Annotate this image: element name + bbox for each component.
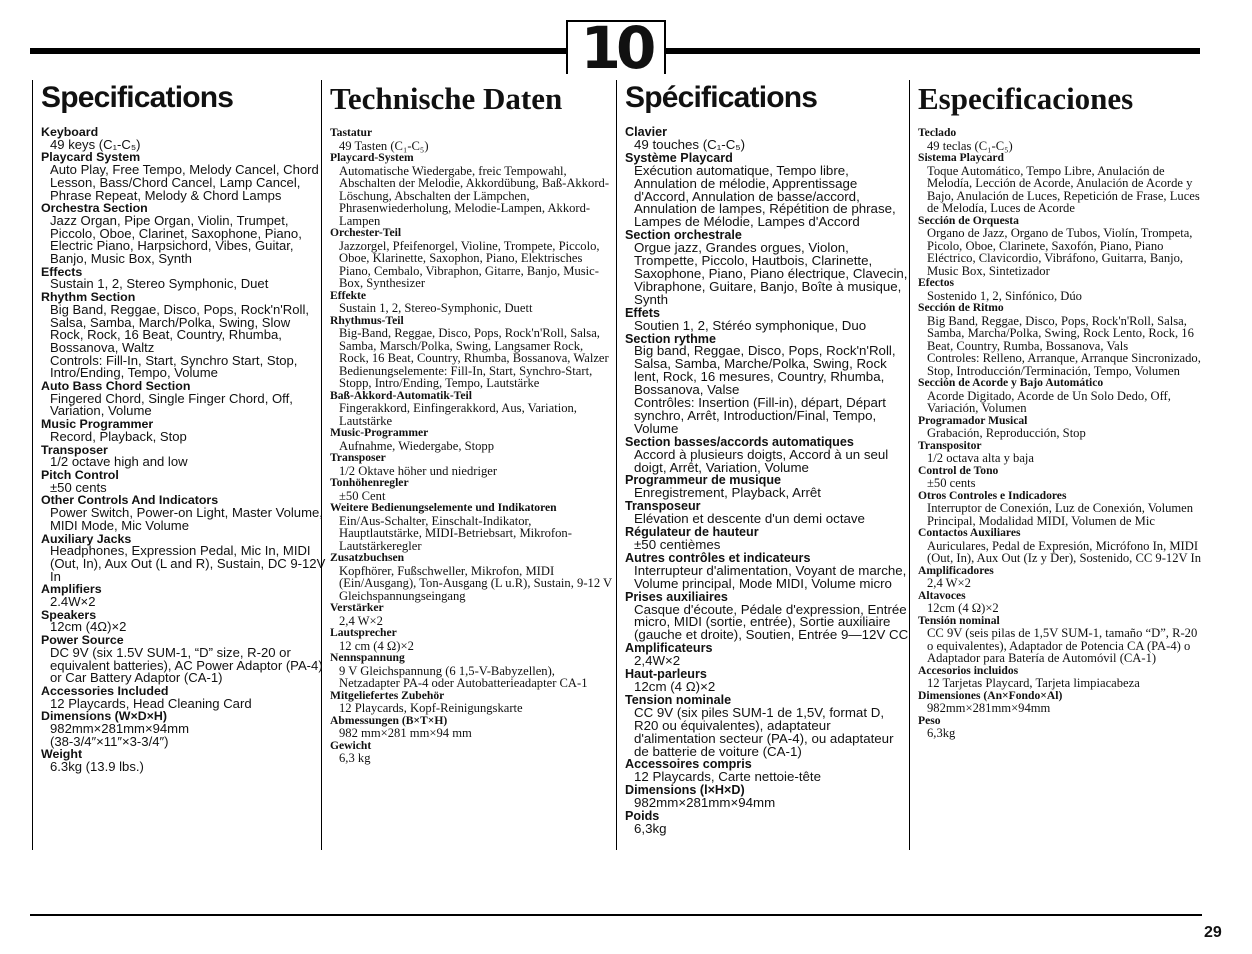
spec-value: 1/2 Oktave höher und niedriger (339, 463, 498, 478)
spec-label: Baß-Akkord-Automatik-Teil (330, 388, 472, 402)
spec-label: Peso (918, 713, 941, 727)
spec-value: Auriculares, Pedal de Expresión, Micrófono In, MIDI (Out, In), Aux Out (Iz y Der), Sostenido, CC 9-12V In (927, 538, 1201, 566)
spec-label: Transposer (41, 442, 108, 457)
spec-item (625, 642, 909, 668)
spec-label: Tensión nominal (918, 613, 1000, 627)
spec-item (330, 740, 612, 765)
spec-item (625, 229, 909, 306)
spec-item (41, 380, 327, 418)
spec-label: Tension nominale (625, 692, 732, 707)
spec-item (918, 527, 1206, 565)
spec-label: Sección de Orquesta (918, 213, 1019, 227)
spec-value: Ein/Aus-Schalter, Einschalt-Indikator, Hauptlautstärke, MIDI-Betriebsart, Mikrofon-Lautstärkeregler (339, 513, 572, 553)
spec-label: Tonhöhenregler (330, 476, 409, 490)
spec-value: 9 V Gleichspannung (6 1,5-V-Babyzellen), Netzadapter PA-4 oder Autobatterieadapter CA-1 (339, 663, 588, 691)
spec-value: Interruptor de Conexión, Luz de Conexión, Volumen Principal, Modalidad MIDI, Volumen de Mic (927, 501, 1194, 528)
spec-label: Haut-parleurs (625, 667, 707, 682)
spec-list (330, 127, 612, 765)
spec-value: Automatische Wiedergabe, freic Tempowahl, Abschalten der Melodie, Akkordübung, Baß-Akkord-Löschung, Abschalten der Lämpchen, Phrasenwiederholung, Melodie-Lampen, Akkord-Lampen (339, 163, 610, 228)
spec-value: Kopfhörer, Fußschweller, Mikrofon, MIDI (Ein/Ausgang), Ton-Ausgang (L u.R), Sustain, 9-12 V Gleichspannungseingang (339, 563, 612, 603)
spec-label: Accessories Included (41, 683, 169, 698)
spec-label: Transpositor (918, 438, 982, 452)
spec-value: ±50 Cent (339, 488, 386, 503)
spec-label: Pitch Control (41, 467, 119, 482)
spec-item (625, 784, 909, 810)
spec-item (918, 215, 1206, 278)
spec-item (330, 152, 612, 227)
spec-label: Weitere Bedienungselemente und Indikatoren (330, 501, 557, 515)
spec-item (918, 490, 1206, 528)
spec-item (918, 590, 1206, 615)
spec-value: 982mm×281mm×94mm (38-3/4″×11″×3-3/4″) (50, 721, 189, 749)
spec-item (41, 151, 327, 202)
spec-label: Effekte (330, 288, 367, 302)
spec-value: 982mm×281mm×94mm (634, 795, 776, 811)
chapter-marker (566, 14, 666, 82)
spec-label: Teclado (918, 126, 957, 140)
spec-item (41, 126, 327, 151)
spec-item (918, 665, 1206, 690)
spec-item (918, 277, 1206, 302)
spec-item (41, 609, 327, 634)
spec-value: 49 teclas (C₁-C₅) (927, 138, 1013, 153)
column-title: Spécifications (625, 81, 818, 114)
spec-label: Gewicht (330, 738, 372, 752)
chapter-number: 10 (580, 14, 652, 82)
spec-label: Section basses/accords automatiques (625, 434, 854, 449)
spec-item (330, 227, 612, 290)
spec-value: 12 Playcards, Carte nettoie-tête (634, 769, 821, 785)
spec-value: ±50 cents (927, 476, 976, 491)
spec-item (330, 290, 612, 315)
spec-item (625, 694, 909, 759)
spec-list (41, 126, 327, 774)
spec-label: Système Playcard (625, 150, 733, 165)
spec-item (625, 333, 909, 436)
spec-label: Verstärker (330, 601, 384, 615)
spec-label: Tastatur (330, 126, 373, 140)
spec-label: Orchester-Teil (330, 226, 402, 240)
spec-value: ±50 centièmes (634, 537, 721, 552)
spec-value: Jazzorgel, Pfeifenorgel, Violine, Trompete, Piccolo, Oboe, Klarinette, Saxophon, Piano, Elektrisches Piano, Cembalo, Vibraphon, Gitarre, Banjo, Music-Box, Synthesizer (339, 238, 600, 291)
spec-item (41, 494, 327, 532)
spec-item (330, 502, 612, 552)
spec-item (41, 266, 327, 291)
spec-value: Headphones, Expression Pedal, Mic In, MIDI (Out, In), Aux Out (L and R), Sustain, DC 9-12V In (50, 543, 326, 584)
spec-label: Dimensions (W×D×H) (41, 709, 167, 724)
spec-value: Accord à plusieurs doigts, Accord à un seul doigt, Arrêt, Variation, Volume (634, 446, 889, 475)
spec-item (625, 474, 909, 500)
spec-value: Acorde Digitado, Acorde de Un Solo Dedo, Off, Variación, Volumen (927, 388, 1171, 416)
spec-value: 982 mm×281 mm×94 mm (339, 726, 472, 741)
spec-item (918, 302, 1206, 377)
spec-value: 6,3kg (927, 726, 956, 741)
spec-label: Autres contrôles et indicateurs (625, 550, 811, 565)
spec-value: Sustain 1, 2, Stereo Symphonic, Duet (50, 276, 269, 292)
spec-value: CC 9V (seis pilas de 1,5V SUM-1, tamaño “D”, R-20 o equivalentes), Adaptador de Potencia CA (PA-4) o Adaptador para Batería de Automóvil (CA-1) (927, 626, 1198, 666)
spec-label: Otros Controles e Indicadores (918, 488, 1067, 502)
spec-value: 49 touches (C₁-C₅) (634, 136, 746, 152)
spec-label: Dimensiones (An×Fondo×Al) (918, 688, 1063, 702)
spec-value: CC 9V (six piles SUM-1 de 1,5V, format D, R20 ou équivalentes), adaptateur d'alimentation secteur (PA-4), ou adaptateur de batterie de voiture (CA-1) (634, 704, 894, 759)
spec-label: Abmessungen (B×T×H) (330, 713, 448, 727)
spec-item (330, 690, 612, 715)
spec-value: 6.3kg (13.9 lbs.) (50, 759, 144, 775)
spec-item (330, 477, 612, 502)
spec-item (918, 377, 1206, 415)
spec-value: DC 9V (six 1.5V SUM-1, “D” size, R-20 or equivalent batteries), AC Power Adaptor (PA-4) or Car Battery Adaptor (CA-1) (50, 644, 323, 686)
spec-value: 12 cm (4 Ω)×2 (339, 638, 414, 653)
spec-value: 6,3kg (634, 820, 667, 836)
spec-value: Exécution automatique, Tempo libre, Annulation de mélodie, Apprentissage d'Accord, Annulation de basse/accord, Annulation de lampes, Répétition de phrase, Lampes de Mélodie, Lampes d'Accord (634, 162, 896, 230)
spec-item (918, 127, 1206, 152)
column-french (616, 80, 909, 850)
spec-item (41, 444, 327, 469)
spec-item (330, 390, 612, 428)
spec-label: Dimensions (l×H×D) (625, 783, 745, 798)
spec-item (41, 748, 327, 773)
spec-label: Programador Musical (918, 413, 1028, 427)
spec-item (625, 591, 909, 643)
spec-item (330, 627, 612, 652)
spec-label: Poids (625, 809, 660, 824)
spec-value: Fingered Chord, Single Finger Chord, Off, Variation, Volume (50, 390, 293, 419)
spec-item (41, 583, 327, 608)
spec-value: Aufnahme, Wiedergabe, Stopp (339, 438, 495, 453)
spec-item (41, 533, 327, 584)
spec-label: Other Controls And Indicators (41, 493, 219, 508)
spec-value: Big band, Reggae, Disco, Pops, Rock'n'Roll, Salsa, Samba, Marche/Polka, Swing, Rock lent, Rock, 16 mesures, Country, Rhumba, Bossanova, Valse Contrôles: Insertion (Fill-in), départ, Départ synchro, Arrêt, Introduction/Final, Tempo, Volume (634, 343, 896, 436)
spec-label: Amplifiers (41, 582, 102, 597)
spec-value: Grabación, Reproducción, Stop (927, 426, 1086, 441)
spec-label: Prises auxiliaires (625, 589, 728, 604)
spec-item (330, 652, 612, 690)
spec-value: Auto Play, Free Tempo, Melody Cancel, Chord Lesson, Bass/Chord Cancel, Lamp Cancel, Phrase Repeat, Melody & Chord Lamps (50, 162, 319, 203)
spec-label: Playcard System (41, 150, 141, 165)
spec-label: Orchestra Section (41, 201, 148, 216)
spec-value: Sustain 1, 2, Stereo-Symphonic, Duett (339, 301, 533, 316)
spec-label: Mitgeliefertes Zubehör (330, 688, 445, 702)
spec-value: Toque Automático, Tempo Libre, Anulación de Melodía, Lección de Acorde, Anulación de Acorde y Bajo, Anulación de Luces, Repetición de Frase, Luces de Melodía, Luces de Acorde (927, 163, 1200, 216)
spec-item (918, 715, 1206, 740)
spec-value: 12 Playcards, Kopf-Reinigungskarte (339, 701, 523, 716)
spec-item (918, 415, 1206, 440)
spec-value: Elévation et descente d'un demi octave (634, 511, 865, 527)
header-rule-left (30, 48, 570, 54)
spec-value: 2,4W×2 (634, 653, 681, 669)
spec-label: Clavier (625, 125, 668, 139)
spec-label: Weight (41, 747, 83, 762)
column-title: Specifications (41, 81, 234, 114)
spec-value: Record, Playback, Stop (50, 428, 187, 444)
spec-item (41, 202, 327, 266)
spec-list (625, 126, 909, 836)
spec-value: ±50 cents (50, 479, 107, 495)
spec-item (41, 291, 327, 380)
spec-value: 12cm (4 Ω)×2 (927, 601, 999, 616)
spec-item (41, 710, 327, 748)
spec-item (330, 552, 612, 602)
spec-value: 2,4 W×2 (339, 613, 383, 628)
spec-value: Sostenido 1, 2, Sinfónico, Dúo (927, 288, 1082, 303)
spec-label: Efectos (918, 276, 955, 290)
spec-value: 49 keys (C₁-C₅) (50, 136, 141, 152)
spec-label: Effects (41, 264, 83, 279)
spec-item (41, 634, 327, 685)
spec-value: 2.4W×2 (50, 594, 96, 610)
spec-value: Organo de Jazz, Organo de Tubos, Violín, Trompeta, Picolo, Oboe, Clarinete, Saxofón, Piano, Piano Eléctrico, Clavicordio, Vibráfono, Guitarra, Banjo, Music Box, Sintetizador (927, 226, 1193, 278)
spec-item (41, 469, 327, 494)
spec-label: Section orchestrale (625, 228, 742, 243)
spec-item (330, 452, 612, 477)
spec-item (625, 758, 909, 784)
spec-item (625, 307, 909, 333)
spec-label: Sistema Playcard (918, 151, 1004, 165)
spec-value: Fingerakkord, Einfingerakkord, Aus, Variation, Lautstärke (339, 401, 577, 428)
spec-item (330, 602, 612, 627)
spec-item (625, 552, 909, 591)
spec-item (625, 500, 909, 526)
spec-label: Transposeur (625, 499, 701, 514)
spec-value: 12cm (4 Ω)×2 (634, 678, 716, 694)
spec-item (918, 465, 1206, 490)
spec-value: 2,4 W×2 (927, 576, 971, 591)
spec-value: Enregistrement, Playback, Arrêt (634, 485, 821, 501)
spec-item (918, 615, 1206, 665)
spec-item (625, 152, 909, 229)
spec-item (918, 440, 1206, 465)
spec-value: Big-Band, Reggae, Disco, Pops, Rock'n'Roll, Salsa, Samba, Marsch/Polka, Swing, Langsamer Rock, Rock, 16 Beat, Country, Rhumba, Bossanova, Walzer Bedienungselemente: Fill-In, Start, Synchro-Start, Stopp, Intro/Ending, Tempo, Lautstärke (339, 326, 609, 391)
spec-value: Casque d'écoute, Pédale d'expression, Entrée micro, MIDI (sortie, entrée), Sortie auxiliaire (gauche et droite), Soutien, Entrée 9—12V CC (634, 601, 909, 643)
spec-label: Régulateur de hauteur (625, 525, 759, 540)
spec-label: Amplificadores (918, 563, 994, 577)
column-german (321, 80, 612, 850)
spec-item (918, 152, 1206, 215)
spec-item (625, 810, 909, 836)
page-number: 29 (1204, 924, 1222, 941)
spec-label: Accessoires compris (625, 757, 752, 772)
spec-label: Transposer (330, 451, 386, 465)
spec-label: Keyboard (41, 125, 99, 139)
spec-value: 1/2 octava alta y baja (927, 451, 1034, 466)
spec-item (41, 418, 327, 443)
spec-value: Orgue jazz, Grandes orgues, Violon, Trompette, Piccolo, Hautbois, Clarinette, Saxophone, Piano, Piano électrique, Clavecin, Vibraphone, Guitare, Banjo, Boîte à musique, Synth (634, 240, 908, 307)
spec-label: Zusatzbuchsen (330, 551, 405, 565)
spec-item (918, 690, 1206, 715)
spec-label: Rhythm Section (41, 290, 136, 305)
spec-label: Sección de Ritmo (918, 301, 1004, 315)
spec-value: 12 Tarjetas Playcard, Tarjeta limpiacabeza (927, 676, 1140, 691)
spec-item (330, 715, 612, 740)
spec-label: Control de Tono (918, 463, 999, 477)
spec-label: Auto Bass Chord Section (41, 379, 191, 394)
spec-label: Nennspannung (330, 651, 405, 665)
spec-label: Sección de Acorde y Bajo Automático (918, 376, 1104, 390)
spec-item (625, 436, 909, 475)
spec-label: Music-Programmer (330, 426, 429, 440)
spec-label: Power Source (41, 633, 124, 648)
spec-value: 49 Tasten (C₁-C₅) (339, 138, 429, 153)
spec-value: Soutien 1, 2, Stéréo symphonique, Duo (634, 317, 867, 333)
spec-item (330, 315, 612, 390)
spec-label: Accesorios incluidos (918, 663, 1019, 677)
spec-label: Section rythme (625, 331, 716, 346)
spec-item (625, 126, 909, 152)
spec-label: Auxiliary Jacks (41, 531, 132, 546)
spec-list (918, 127, 1206, 740)
column-spanish (909, 80, 1206, 850)
spec-value: Power Switch, Power-on Light, Master Volume, MIDI Mode, Mic Volume (50, 505, 323, 533)
footer-rule (30, 914, 1202, 916)
spec-value: 12cm (4Ω)×2 (50, 619, 127, 635)
spec-label: Programmeur de musique (625, 473, 782, 488)
spec-value: Jazz Organ, Pipe Organ, Violin, Trumpet, Piccolo, Oboe, Clarinet, Saxophone, Piano, Electric Piano, Harpsichord, Vibes, Guitar, Banjo, Music Box, Synth (50, 212, 302, 267)
spec-item (41, 685, 327, 710)
column-english (32, 80, 327, 850)
spec-value: 12 Playcards, Head Cleaning Card (50, 695, 252, 711)
column-title: Especificaciones (918, 81, 1134, 116)
spec-item (330, 127, 612, 152)
spec-label: Altavoces (918, 588, 966, 602)
spec-label: Rhythmus-Teil (330, 313, 404, 327)
spec-label: Music Programmer (41, 417, 154, 432)
column-title: Technische Daten (330, 81, 563, 116)
spec-item (625, 526, 909, 552)
spec-label: Contactos Auxiliares (918, 526, 1021, 540)
spec-label: Playcard-System (330, 151, 414, 165)
spec-value: Big Band, Reggae, Disco, Pops, Rock'n'Roll, Salsa, Samba, Marcha/Polka, Swing, Rock Lento, Rock, 16 Beat, Country, Rumba, Bossanova, Vals Controles: Relleno, Arranque, Arranque Sincronizado, Stop, Introducción/Terminación, Tempo, Volumen (927, 313, 1201, 378)
spec-item (918, 565, 1206, 590)
spec-label: Speakers (41, 607, 97, 622)
spec-value: 6,3 kg (339, 751, 371, 766)
spec-value: 982mm×281mm×94mm (927, 701, 1051, 716)
spec-value: 1/2 octave high and low (50, 454, 188, 470)
spec-value: Big Band, Reggae, Disco, Pops, Rock'n'Roll, Salsa, Samba, March/Polka, Swing, Slow Rock, Rock, 16 Beat, Country, Rhumba, Bossanova, Waltz Controls: Fill-In, Start, Synchro Start, Stop, Intro/Ending, Tempo, Volume (50, 301, 310, 381)
spec-value: Interrupteur d'alimentation, Voyant de marche, Volume principal, Mode MIDI, Volume micro (634, 562, 907, 591)
spec-label: Lautsprecher (330, 626, 397, 640)
header-rule-right (660, 48, 1200, 54)
spec-label: Amplificateurs (625, 641, 713, 656)
spec-item (330, 427, 612, 452)
spec-item (625, 668, 909, 694)
spec-label: Effets (625, 305, 660, 320)
